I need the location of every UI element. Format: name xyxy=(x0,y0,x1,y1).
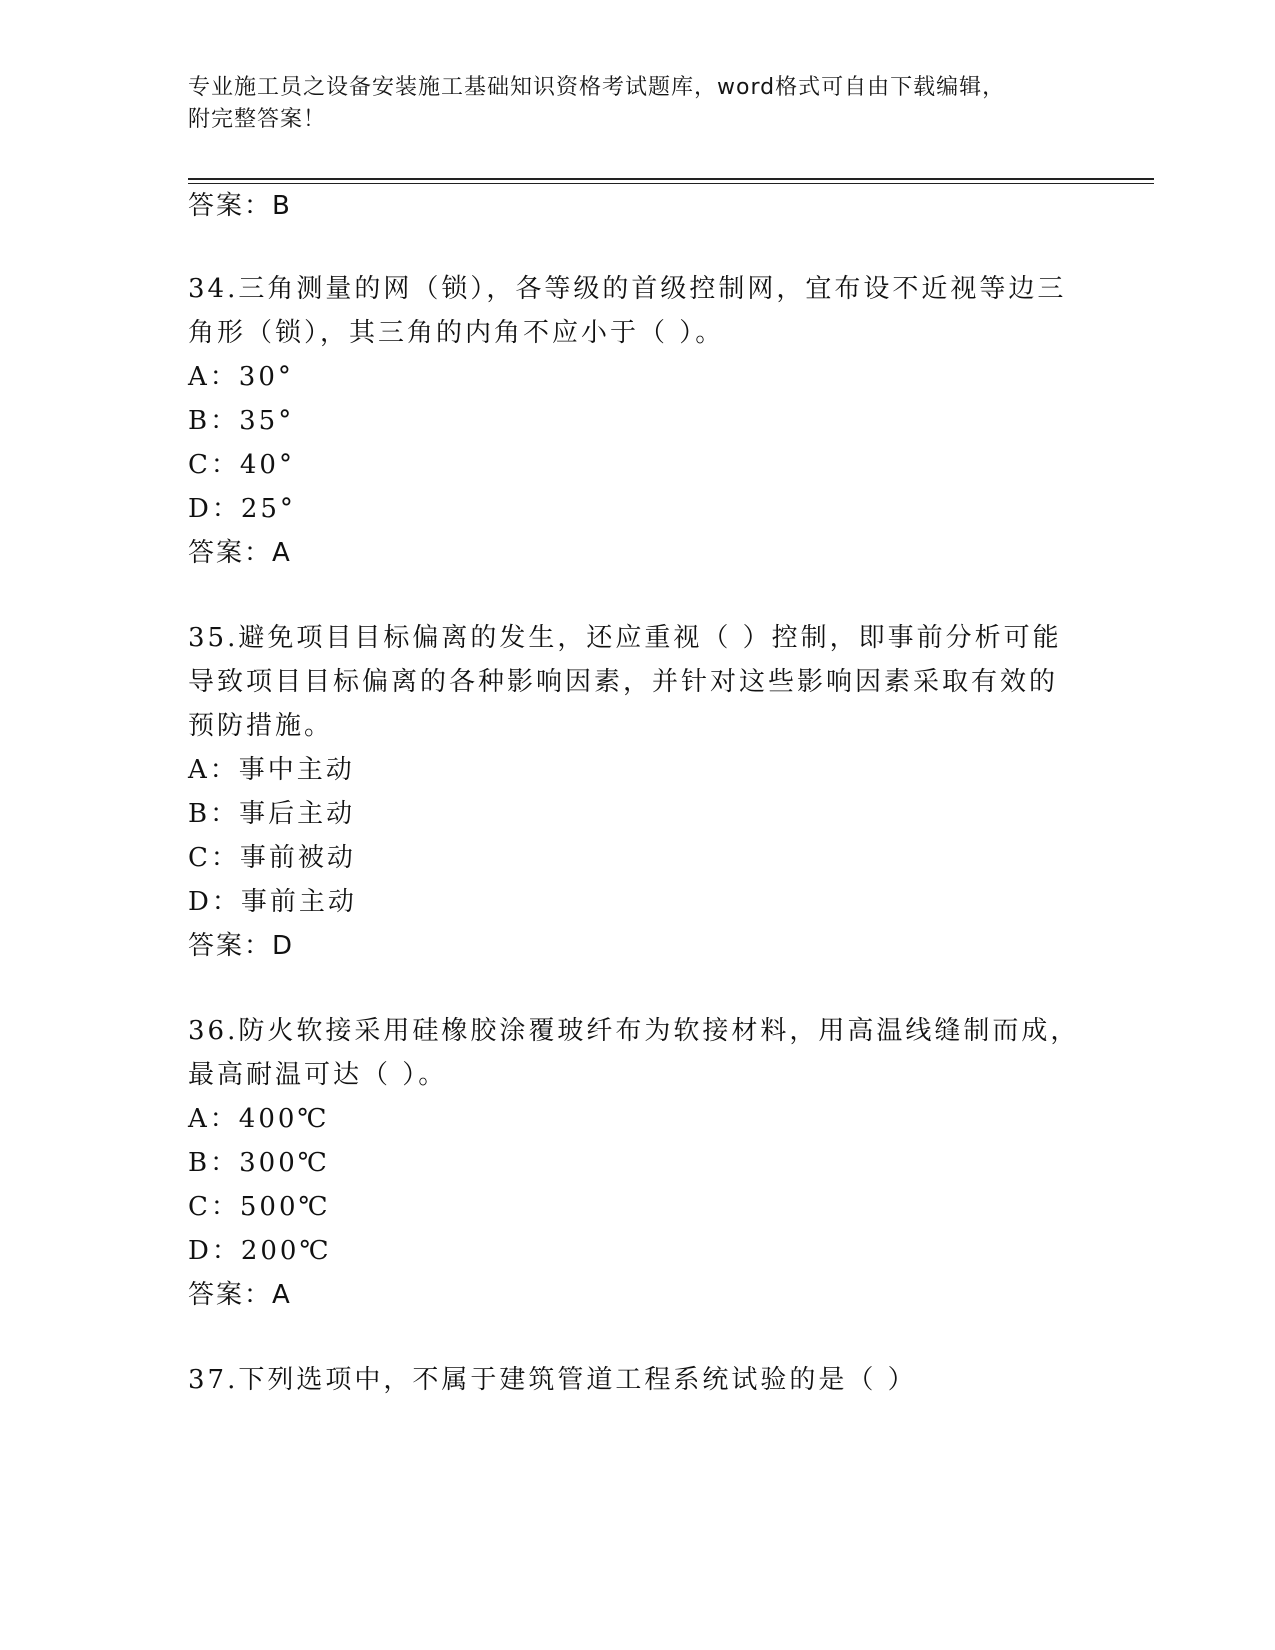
question-35-stem-line-3: 预防措施。 xyxy=(188,711,334,741)
question-36-stem-line-2: 最高耐温可达（ ）。 xyxy=(188,1060,448,1090)
question-36-option-a: A：400℃ xyxy=(188,1104,330,1134)
question-35-stem-line-2: 导致项目目标偏离的各种影响因素，并针对这些影响因素采取有效的 xyxy=(188,667,1059,697)
document-header xyxy=(188,72,1068,136)
question-34-answer: 答案：A xyxy=(188,538,292,568)
question-35-stem-line-1: 35.避免项目目标偏离的发生，还应重视（ ）控制，即事前分析可能 xyxy=(188,623,1062,653)
header-divider-thick xyxy=(188,178,1154,180)
question-35-option-b: B：事后主动 xyxy=(188,799,356,829)
lead-answer: 答案：B xyxy=(188,191,292,221)
question-35-answer: 答案：D xyxy=(188,931,295,961)
header-divider-thin xyxy=(188,183,1154,184)
question-34-option-d: D：25° xyxy=(188,494,296,524)
question-34-option-c: C：40° xyxy=(188,450,295,480)
question-36-option-d: D：200℃ xyxy=(188,1236,332,1266)
question-36-stem-line-1: 36.防火软接采用硅橡胶涂覆玻纤布为软接材料，用高温线缝制而成， xyxy=(188,1016,1080,1046)
question-35-option-a: A：事中主动 xyxy=(188,755,355,785)
header-line-1: 专业施工员之设备安装施工基础知识资格考试题库，word格式可自由下载编辑， xyxy=(188,75,1006,100)
question-36-option-b: B：300℃ xyxy=(188,1148,330,1178)
header-line-2: 附完整答案！ xyxy=(188,107,327,132)
question-36-option-c: C：500℃ xyxy=(188,1192,331,1222)
question-37-stem-line-1: 37.下列选项中，不属于建筑管道工程系统试验的是（ ） xyxy=(188,1365,917,1395)
question-34-stem-line-1: 34.三角测量的网（锁），各等级的首级控制网，宜布设不近视等边三 xyxy=(188,274,1067,304)
question-35-option-d: D：事前主动 xyxy=(188,887,357,917)
question-34-option-b: B：35° xyxy=(188,406,295,436)
question-34-option-a: A：30° xyxy=(188,362,294,392)
question-36-answer: 答案：A xyxy=(188,1280,292,1310)
question-35-option-c: C：事前被动 xyxy=(188,843,356,873)
question-34-stem-line-2: 角形（锁），其三角的内角不应小于（ ）。 xyxy=(188,318,725,348)
